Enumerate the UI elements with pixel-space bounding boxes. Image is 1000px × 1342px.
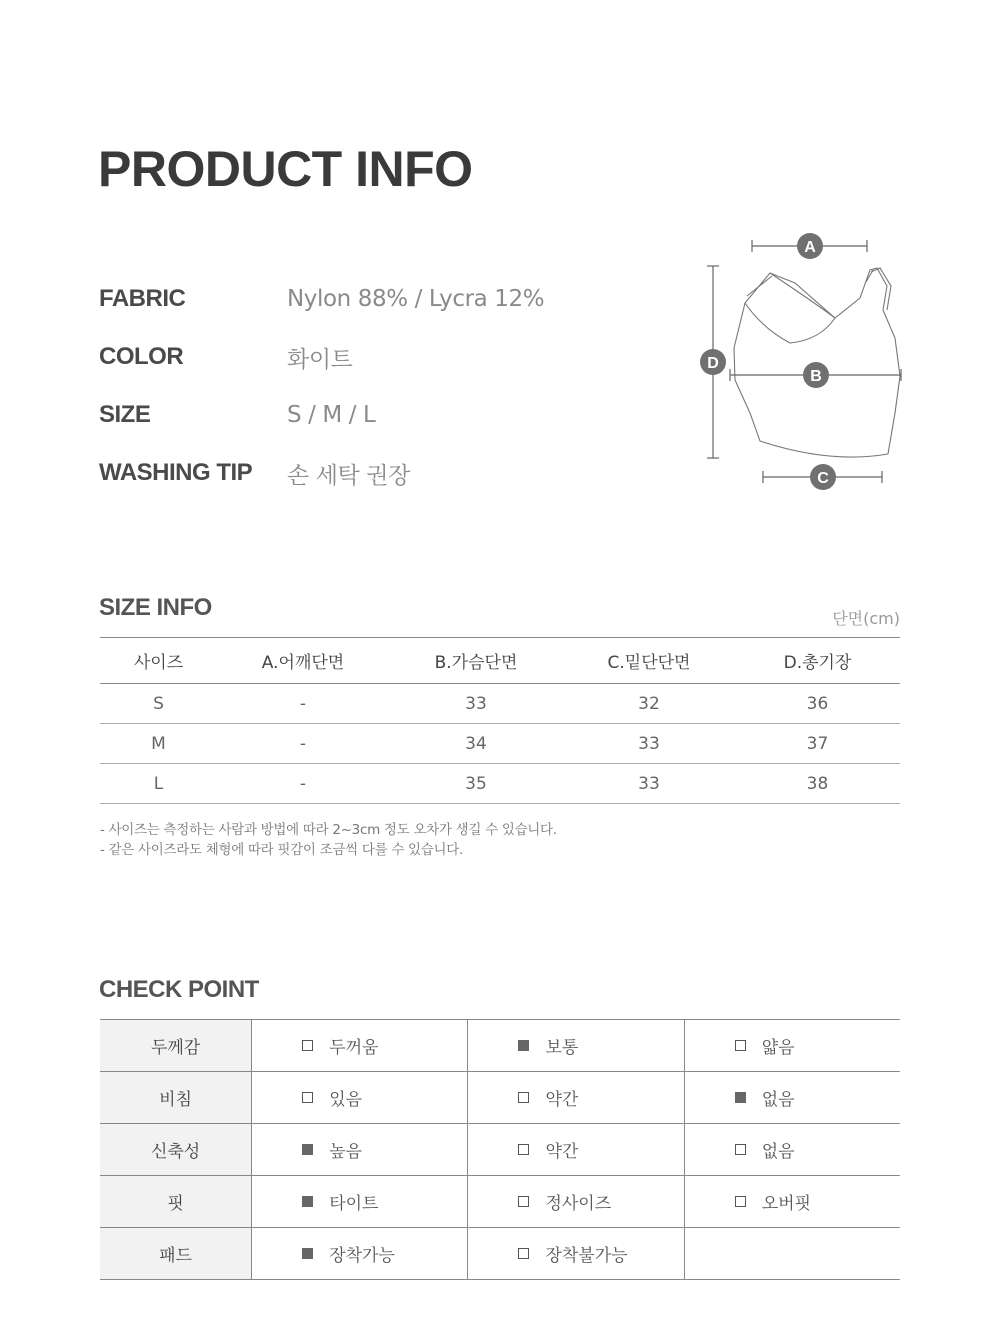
check-option [252,1033,467,1058]
unchecked-box-icon [735,1196,746,1207]
table-cell: L [100,764,217,804]
note-line: - 같은 사이즈라도 체형에 따라 핏감이 조금씩 다를 수 있습니다. [100,842,464,858]
checked-box-icon [302,1144,313,1155]
check-row-label: 핏 [100,1176,252,1228]
info-row-fabric [99,270,544,328]
check-option [468,1241,683,1266]
table-row [100,684,900,724]
check-option-label: 두꺼움 [329,1038,379,1058]
table-cell: 33 [389,684,563,724]
table-cell: - [217,684,389,724]
check-option-label: 오버핏 [761,1194,811,1214]
check-option-cell [684,1228,900,1280]
marker-label: B [810,368,822,385]
check-row-label: 비침 [100,1072,252,1124]
unit-label: 단면(cm) [832,609,900,628]
checked-box-icon [518,1040,529,1051]
marker-label: D [707,355,719,372]
info-label: FABRIC [99,285,186,312]
check-option [252,1137,467,1162]
check-option-label: 보통 [545,1038,579,1058]
check-option-cell [252,1072,468,1124]
table-cell: 36 [735,684,900,724]
check-option-cell [468,1176,684,1228]
check-row [100,1072,900,1124]
check-option-cell [468,1072,684,1124]
check-option-cell [252,1124,468,1176]
check-option-cell [252,1228,468,1280]
table-cell: 35 [389,764,563,804]
table-cell: - [217,764,389,804]
check-option-cell [252,1176,468,1228]
table-cell: 38 [735,764,900,804]
check-option [252,1189,467,1214]
check-option-label: 없음 [761,1142,795,1162]
check-option-label: 얇음 [761,1038,795,1058]
check-option [685,1085,900,1110]
check-row-label: 신축성 [100,1124,252,1176]
info-row-color [99,328,544,386]
check-option [468,1085,683,1110]
check-row [100,1228,900,1280]
check-option [252,1085,467,1110]
check-option-cell [684,1020,900,1072]
check-option-label: 약간 [545,1090,579,1110]
check-point-title: CHECK POINT [99,976,259,1003]
size-table [100,637,900,804]
check-option-label: 장착불가능 [545,1246,628,1266]
check-option [252,1241,467,1266]
info-label: WASHING TIP [99,459,253,486]
check-option-label: 약간 [545,1142,579,1162]
marker-b-icon [803,362,829,388]
checked-box-icon [735,1092,746,1103]
info-value: 손 세탁 권장 [287,462,410,489]
table-row [100,764,900,804]
check-option-cell [468,1020,684,1072]
unchecked-box-icon [735,1144,746,1155]
info-label: COLOR [99,343,184,370]
check-option-cell [468,1124,684,1176]
table-cell: 32 [563,684,735,724]
table-cell: S [100,684,217,724]
table-row [100,724,900,764]
size-table-header [100,638,900,684]
check-option-label: 타이트 [329,1194,379,1214]
check-option-label: 없음 [761,1090,795,1110]
table-cell: 33 [563,724,735,764]
header-cell: A.어깨단면 [217,638,389,684]
checked-box-icon [302,1248,313,1259]
info-label: SIZE [99,401,151,428]
check-row [100,1176,900,1228]
unchecked-box-icon [518,1248,529,1259]
check-option-cell [468,1228,684,1280]
check-row [100,1020,900,1072]
check-option [468,1137,683,1162]
marker-c-icon [810,464,836,490]
header-cell: B.가슴단면 [389,638,563,684]
header-cell: D.총기장 [735,638,900,684]
info-row-washing-tip [99,444,544,502]
marker-label: C [817,470,829,487]
measurement-lines [707,240,901,483]
check-option-label: 있음 [329,1090,363,1110]
check-option-label: 높음 [329,1142,363,1162]
check-row-label: 패드 [100,1228,252,1280]
check-option [685,1189,900,1214]
check-option [468,1033,683,1058]
marker-label: A [804,239,816,256]
note-line: - 사이즈는 측정하는 사람과 방법에 따라 2~3cm 정도 오차가 생길 수 있습니다. [100,822,557,838]
unchecked-box-icon [302,1092,313,1103]
size-notes [100,820,557,860]
garment-measurement-diagram [690,228,920,498]
unchecked-box-icon [302,1040,313,1051]
table-cell: 34 [389,724,563,764]
info-row-size [99,386,544,444]
marker-a-icon [797,233,823,259]
unchecked-box-icon [518,1092,529,1103]
product-info-list [99,270,544,502]
check-row [100,1124,900,1176]
unchecked-box-icon [518,1196,529,1207]
table-cell: M [100,724,217,764]
page-title: PRODUCT INFO [98,141,473,197]
check-option-cell [684,1124,900,1176]
check-point-table [100,1019,900,1280]
table-cell: 37 [735,724,900,764]
table-cell: 33 [563,764,735,804]
size-info-title: SIZE INFO [99,594,212,621]
check-option-label: 정사이즈 [545,1194,612,1214]
check-option [685,1033,900,1058]
check-option [685,1137,900,1162]
marker-d-icon [700,349,726,375]
check-row-label: 두께감 [100,1020,252,1072]
check-option-label: 장착가능 [329,1246,395,1266]
info-value: Nylon 88% / Lycra 12% [287,286,545,312]
table-cell: - [217,724,389,764]
checked-box-icon [302,1196,313,1207]
check-option-cell [684,1176,900,1228]
unchecked-box-icon [735,1040,746,1051]
unchecked-box-icon [518,1144,529,1155]
check-option-cell [684,1072,900,1124]
info-value: 화이트 [287,346,353,373]
check-option-cell [252,1020,468,1072]
header-cell: 사이즈 [100,638,217,684]
header-cell: C.밑단단면 [563,638,735,684]
info-value: S / M / L [287,402,376,428]
check-option [468,1189,683,1214]
